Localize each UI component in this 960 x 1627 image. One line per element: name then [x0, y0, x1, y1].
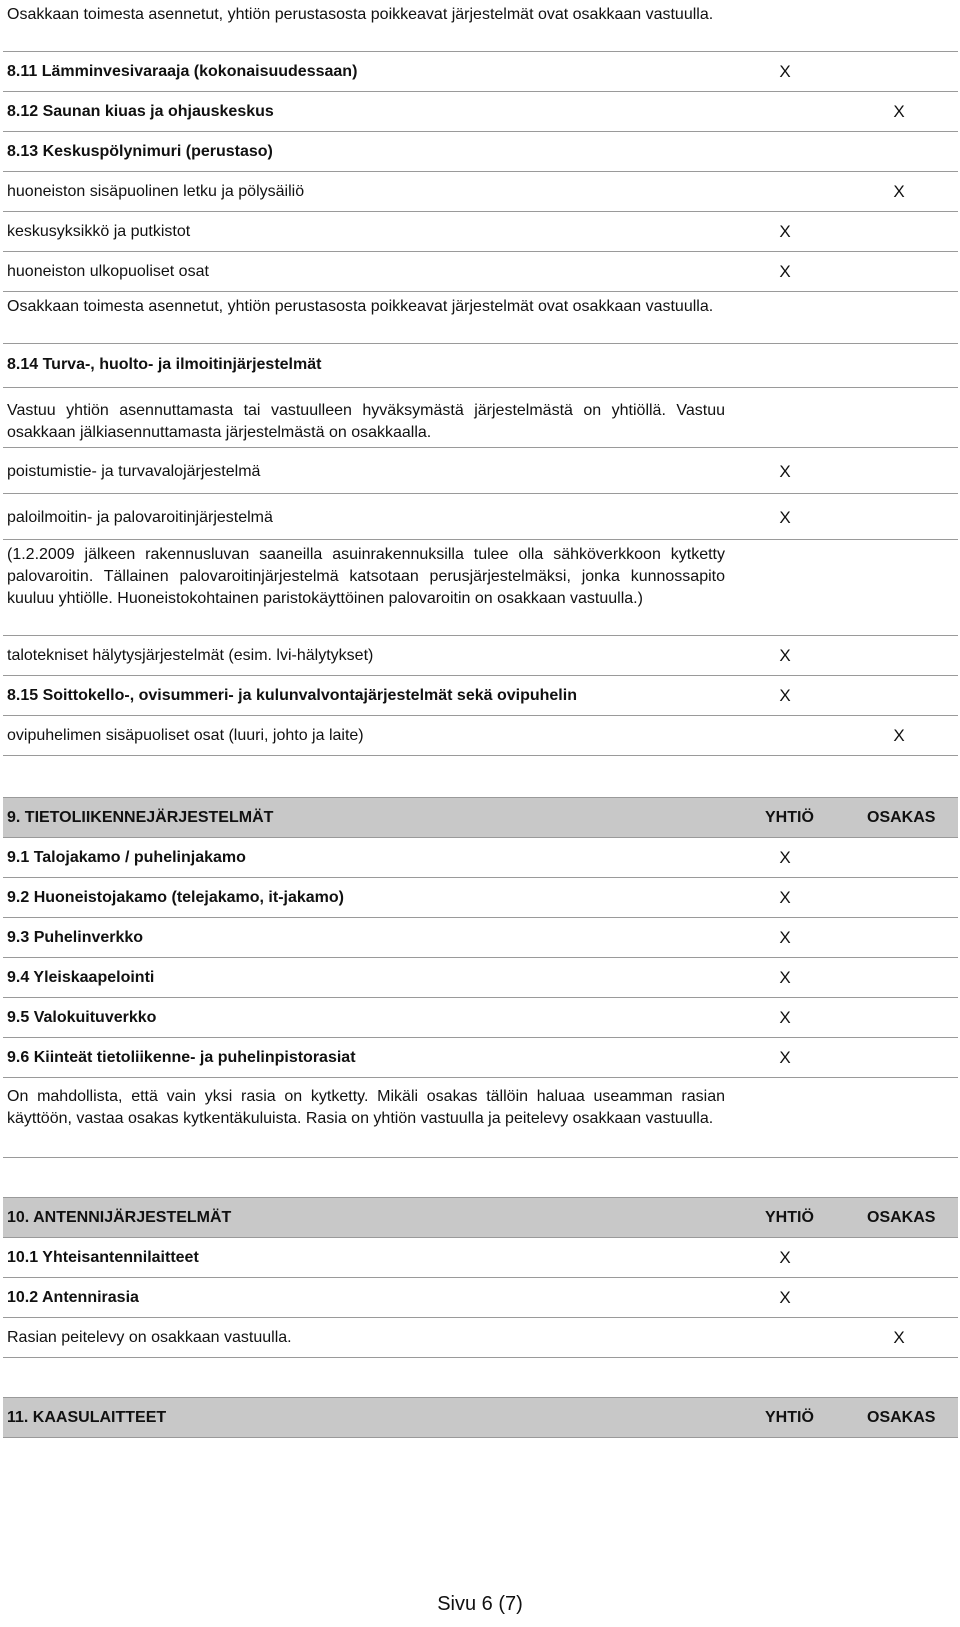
section-title: 11. KAASULAITTEET	[7, 1409, 167, 1426]
yhtio-mark: X	[779, 1008, 791, 1027]
table-row	[3, 998, 958, 1038]
column-header-osakas: OSAKAS	[867, 1209, 936, 1226]
section-header-9	[3, 798, 958, 838]
table-row	[3, 92, 958, 132]
row-label: huoneiston ulkopuoliset osat	[7, 263, 209, 280]
table-row	[3, 878, 958, 918]
yhtio-mark: X	[779, 686, 791, 705]
yhtio-mark: X	[779, 62, 791, 81]
section-title: 9. TIETOLIIKENNEJÄRJESTELMÄT	[7, 809, 274, 826]
note-row	[3, 388, 958, 448]
document-page	[3, 0, 958, 1438]
row-label: paloilmoitin- ja palovaroitinjärjestelmä	[7, 509, 273, 526]
row-label: 8.15 Soittokello-, ovisummeri- ja kulunvalvontajärjestelmät sekä ovipuhelin	[7, 687, 577, 704]
row-label: 8.13 Keskuspölynimuri (perustaso)	[7, 143, 273, 160]
yhtio-mark: X	[779, 508, 791, 527]
row-label: 9.5 Valokuituverkko	[7, 1009, 157, 1026]
column-header-yhtio: YHTIÖ	[765, 1209, 814, 1226]
table-row	[3, 918, 958, 958]
table-row	[3, 676, 958, 716]
osakas-mark: X	[893, 1328, 905, 1347]
table-row	[3, 448, 958, 494]
row-label: huoneiston sisäpuolinen letku ja pölysäiliö	[7, 183, 305, 200]
row-label: poistumistie- ja turvavalojärjestelmä	[7, 463, 261, 480]
table-row	[3, 636, 958, 676]
note-row	[3, 540, 958, 636]
table-row	[3, 252, 958, 292]
osakas-mark: X	[893, 726, 905, 745]
section-title: 10. ANTENNIJÄRJESTELMÄT	[7, 1209, 232, 1226]
row-label: 9.1 Talojakamo / puhelinjakamo	[7, 849, 246, 866]
yhtio-mark: X	[779, 222, 791, 241]
yhtio-mark: X	[779, 262, 791, 281]
row-label: 8.11 Lämminvesivaraaja (kokonaisuudessaan)	[7, 63, 358, 80]
spacer	[3, 756, 958, 798]
table-row	[3, 1238, 958, 1278]
row-label: 9.2 Huoneistojakamo (telejakamo, it-jakamo)	[7, 889, 344, 906]
yhtio-mark: X	[779, 888, 791, 907]
row-label: keskusyksikkö ja putkistot	[7, 223, 191, 240]
table-row	[3, 1318, 958, 1358]
note-text: Vastuu yhtiön asennuttamasta tai vastuulleen hyväksymästä järjestelmästä on yhtiöllä. Vastuu osakkaan jälkiasennuttamasta järjestelmästä on osakkaalla.	[7, 402, 725, 441]
note-text: Osakkaan toimesta asennetut, yhtiön perustasosta poikkeavat järjestelmät ovat osakkaan vastuulla.	[7, 298, 714, 315]
column-header-yhtio: YHTIÖ	[765, 809, 814, 826]
note-text: On mahdollista, että vain yksi rasia on kytketty. Mikäli osakas tällöin haluaa useamman rasian käyttöön, vastaa osakas kytkentäkuluista. Rasia on yhtiön vastuulla ja peitelevy osakkaan vastuulla.	[7, 1088, 725, 1127]
page-number: Sivu 6 (7)	[437, 1593, 523, 1615]
note-row	[3, 292, 958, 344]
spacer	[3, 1158, 958, 1198]
column-header-osakas: OSAKAS	[867, 809, 936, 826]
yhtio-mark: X	[779, 1288, 791, 1307]
yhtio-mark: X	[779, 968, 791, 987]
note-row	[3, 0, 958, 52]
note-row	[3, 1078, 958, 1158]
section-header-10	[3, 1198, 958, 1238]
yhtio-mark: X	[779, 646, 791, 665]
row-label: 8.12 Saunan kiuas ja ohjauskeskus	[7, 103, 274, 120]
table-row	[3, 838, 958, 878]
table-row	[3, 172, 958, 212]
yhtio-mark: X	[779, 1248, 791, 1267]
yhtio-mark: X	[779, 1048, 791, 1067]
spacer	[3, 1358, 958, 1398]
row-label: 10.1 Yhteisantennilaitteet	[7, 1249, 199, 1266]
table-row	[3, 958, 958, 998]
table-row	[3, 132, 958, 172]
osakas-mark: X	[893, 182, 905, 201]
table-row	[3, 52, 958, 92]
table-row	[3, 344, 958, 388]
note-text: (1.2.2009 jälkeen rakennusluvan saaneilla asuinrakennuksilla tulee olla sähköverkkoon kytketty palovaroitin. Tällainen palovaroitinjärjestelmä katsotaan perusjärjestelmäksi, jonka kunnossapito kuuluu yhtiölle. Huoneistokohtainen paristokäyttöinen palovaroitin on osakkaan vastuulla.)	[7, 546, 725, 607]
row-label: talotekniset hälytysjärjestelmät (esim. lvi-hälytykset)	[7, 647, 374, 664]
row-label: Rasian peitelevy on osakkaan vastuulla.	[7, 1329, 292, 1346]
column-header-osakas: OSAKAS	[867, 1409, 936, 1426]
row-label: 8.14 Turva-, huolto- ja ilmoitinjärjestelmät	[7, 356, 322, 373]
table-row	[3, 1038, 958, 1078]
row-label: 10.2 Antennirasia	[7, 1289, 139, 1306]
row-label: 9.3 Puhelinverkko	[7, 929, 144, 946]
yhtio-mark: X	[779, 928, 791, 947]
column-header-yhtio: YHTIÖ	[765, 1409, 814, 1426]
row-label: ovipuhelimen sisäpuoliset osat (luuri, johto ja laite)	[7, 727, 364, 744]
yhtio-mark: X	[779, 462, 791, 481]
note-text: Osakkaan toimesta asennetut, yhtiön perustasosta poikkeavat järjestelmät ovat osakkaan vastuulla.	[7, 6, 714, 23]
table-row	[3, 494, 958, 540]
table-row	[3, 212, 958, 252]
row-label: 9.4 Yleiskaapelointi	[7, 969, 155, 986]
table-row	[3, 716, 958, 756]
yhtio-mark: X	[779, 848, 791, 867]
table-row	[3, 1278, 958, 1318]
row-label: 9.6 Kiinteät tietoliikenne- ja puhelinpistorasiat	[7, 1049, 356, 1066]
osakas-mark: X	[893, 102, 905, 121]
section-header-11	[3, 1398, 958, 1438]
